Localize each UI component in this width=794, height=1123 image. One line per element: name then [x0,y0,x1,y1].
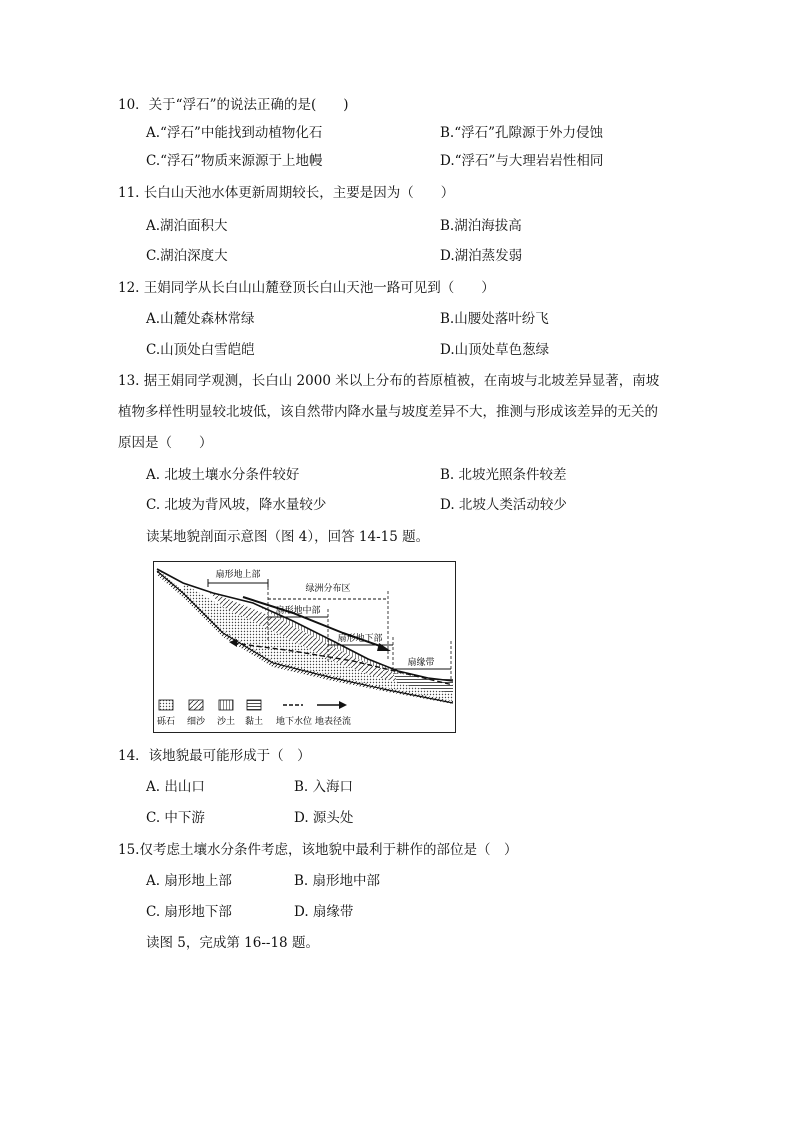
question-13-stem-line3: 原因是（ ） [118,435,213,451]
legend-fine-sand-label: 细沙 [186,717,206,727]
legend-sandy-soil-swatch [219,700,233,710]
question-12-option-a: A.山麓处森林常绿 [146,311,255,327]
question-12-option-c: C.山顶处白雪皑皑 [146,342,255,358]
question-11-option-b: B.湖泊海拔高 [440,218,522,234]
question-10-stem: 10．关于“浮石”的说法正确的是( ) [118,97,349,113]
legend-clay-label: 黏土 [244,717,264,727]
question-14-stem: 14．该地貌最可能形成于（ ） [118,748,311,764]
question-12-option-d: D.山顶处草色葱绿 [440,342,550,358]
question-12-option-b: B.山腰处落叶纷飞 [440,311,549,327]
label-fan-upper: 扇形地上部 [215,570,261,580]
legend-clay-swatch [247,700,261,710]
legend-gravel-label: 砾石 [156,717,176,727]
question-15-option-a: A. 扇形地上部 [146,873,232,889]
label-oasis-area: 绿洲分布区 [305,584,351,594]
question-11-option-d: D.湖泊蒸发弱 [440,248,523,264]
question-12-stem: 12. 王娟同学从长白山山麓登顶长白山天池一路可见到（ ） [118,280,495,296]
legend-fine-sand-swatch [189,700,203,710]
label-fan-edge: 扇缘带 [407,658,435,668]
question-13-option-a: A. 北坡土壤水分条件较好 [146,467,300,483]
question-14-option-d: D. 源头处 [294,810,354,826]
question-14-option-b: B. 入海口 [294,779,354,795]
label-fan-lower: 扇形地下部 [337,634,383,644]
question-13-option-b: B. 北坡光照条件较差 [440,467,567,483]
question-13-stem-line2: 植物多样性明显较北坡低，该自然带内降水量与坡度差异不大，推测与形成该差异的无关的 [118,404,658,420]
question-14-option-a: A. 出山口 [146,779,205,795]
question-14-option-c: C. 中下游 [146,810,205,826]
question-15-option-b: B. 扇形地中部 [294,873,381,889]
question-10-option-c: C.“浮石”物质来源源于上地幔 [146,153,323,169]
figure-4-intro: 读某地貌剖面示意图（图 4），回答 14-15 题。 [146,529,430,545]
question-11-stem: 11. 长白山天池水体更新周期较长，主要是因为（ ） [118,185,455,201]
question-15-option-d: D. 扇缘带 [294,904,354,920]
alluvial-fan-profile-diagram [153,561,456,733]
legend-gravel-swatch [159,700,173,710]
legend-groundwater-label: 地下水位 [275,717,313,727]
question-15-stem: 15.仅考虑土壤水分条件考虑，该地貌中最利于耕作的部位是（ ） [118,842,518,858]
figure-5-intro: 读图 5，完成第 16--18 题。 [146,935,319,951]
question-13-option-d: D. 北坡人类活动较少 [440,497,567,513]
question-13-stem-line1: 13. 据王娟同学观测，长白山 2000 米以上分布的苔原植被，在南坡与北坡差异显著，南坡 [118,373,660,389]
question-11-option-a: A.湖泊面积大 [146,218,228,234]
label-fan-middle: 扇形地中部 [275,606,321,616]
question-10-option-b: B.“浮石”孔隙源于外力侵蚀 [440,125,604,141]
question-10-option-a: A.“浮石”中能找到动植物化石 [146,125,323,141]
question-11-option-c: C.湖泊深度大 [146,248,228,264]
legend-runoff-label: 地表径流 [314,717,352,727]
question-10-option-d: D.“浮石”与大理岩岩性相同 [440,153,604,169]
question-13-option-c: C. 北坡为背风坡，降水量较少 [146,497,327,513]
legend-sandy-soil-label: 沙土 [216,717,236,727]
question-15-option-c: C. 扇形地下部 [146,904,232,920]
